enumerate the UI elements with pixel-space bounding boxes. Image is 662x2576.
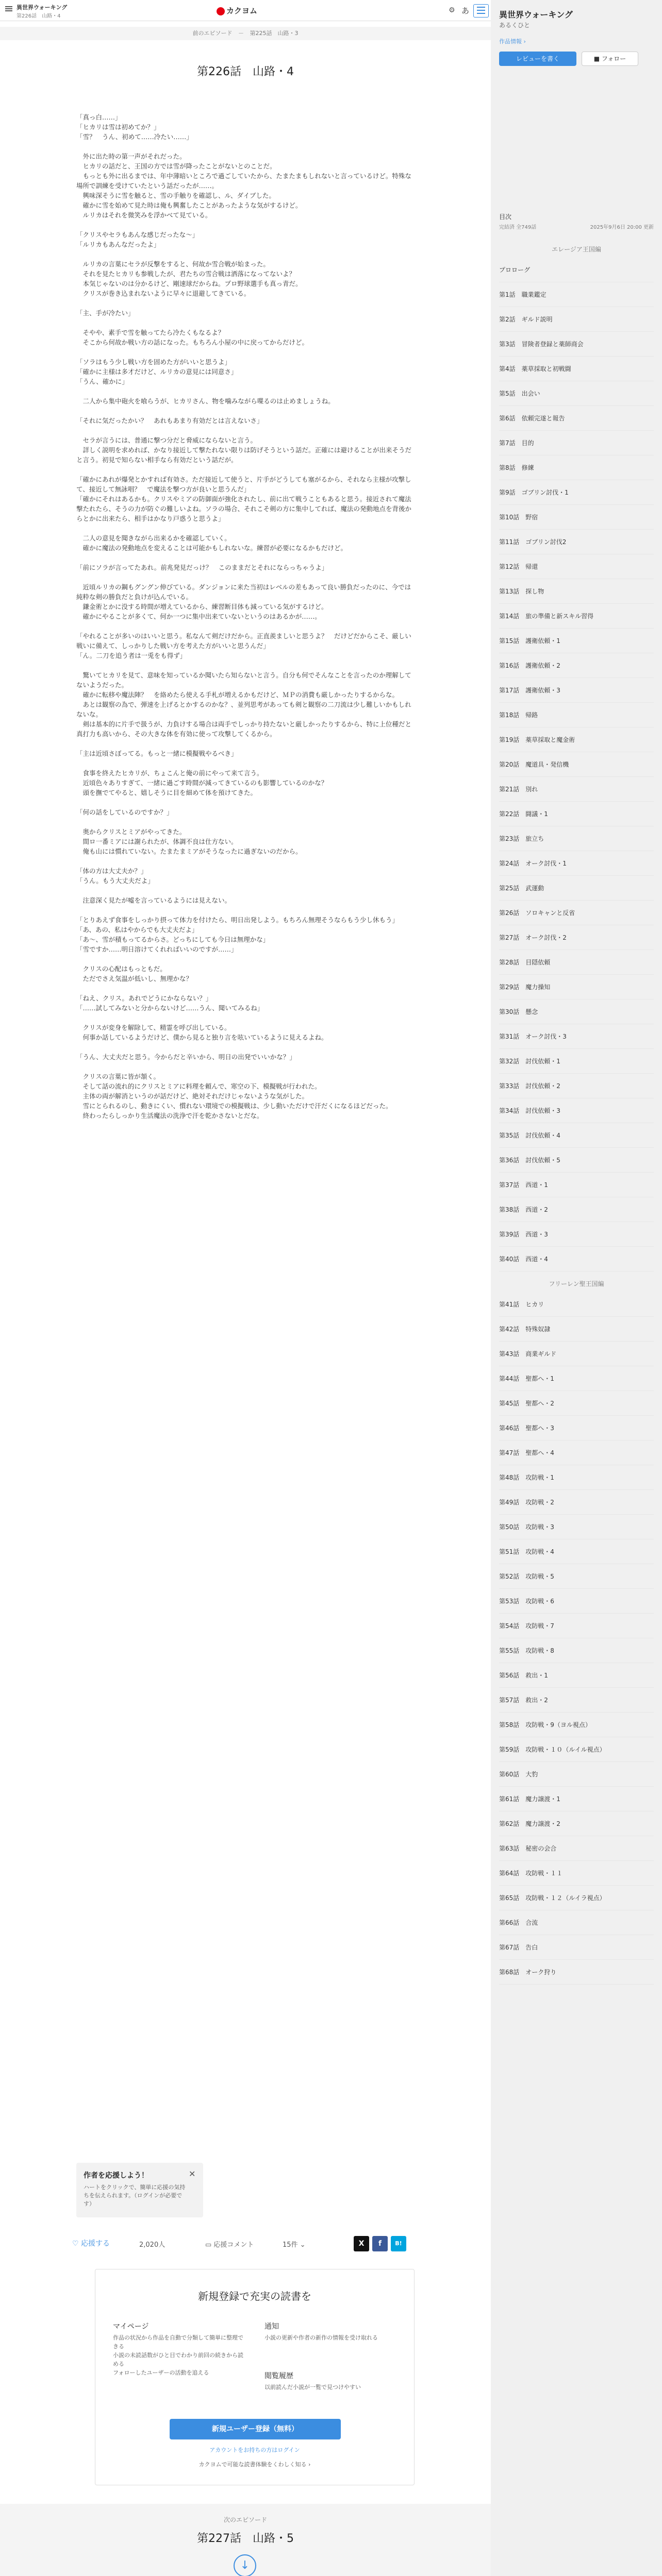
toc-episode-link[interactable]: 第63話 秘密の会合: [499, 1836, 654, 1861]
toc-episode-link[interactable]: 第19話 薬草採取と魔金術: [499, 727, 654, 752]
settings-icon[interactable]: ⚙: [449, 6, 455, 14]
toc-episode-link[interactable]: 第41話 ヒカリ: [499, 1292, 654, 1317]
toc-episode-link[interactable]: 第30話 懸念: [499, 999, 654, 1024]
body-paragraph: 「ソラはもう少し戦い方を固めた方がいいと思うよ」 「確かに主様は多才だけど、ルリカの意見には同意さ」 「うん、確かに」: [76, 358, 238, 385]
arrow-down-icon[interactable]: ↓: [234, 2554, 256, 2576]
toc-episode-link[interactable]: 第11話 ゴブリン討伐2: [499, 530, 654, 554]
toc-episode-link[interactable]: 第54話 攻防戦・7: [499, 1614, 654, 1638]
history-item: 以前読んだ小説が一覧で見つけやすい: [264, 2384, 361, 2391]
toc-episode-link[interactable]: 第49話 攻防戦・2: [499, 1490, 654, 1515]
toc-episode-link[interactable]: 第52話 攻防戦・5: [499, 1564, 654, 1589]
notify-item: 小説の更新や作者の新作の情報を受け取れる: [264, 2334, 378, 2341]
toc-episode-link[interactable]: 第60話 大豹: [499, 1762, 654, 1787]
x-share-button[interactable]: X: [354, 2236, 369, 2251]
toc-episode-link[interactable]: 第50話 攻防戦・3: [499, 1515, 654, 1539]
toc-episode-link[interactable]: 第65話 攻防戦・１２（ルイラ視点）: [499, 1886, 654, 1910]
toc-episode-link[interactable]: 第23話 旅立ち: [499, 826, 654, 851]
toc-episode-link[interactable]: 第27話 オーク討伐・2: [499, 925, 654, 950]
body-paragraph: 「それに気だったかい？ あれもあまり有効だとは言えないさ」: [76, 417, 263, 425]
body-paragraph: セラが言うには、普通に撃つ分だと脅威にならないと言う。 詳しく説明を求めれば、かなり接近して撃たれない限りは防げそうという話だ。正確には避けることが出来そうだと言う。初見で知らない相手なら有効だという話だが。: [76, 436, 412, 464]
body-paragraph: 驚いてヒカリを見て、意味を知っているか聞いたら知らないと言う。自分も何でそんなことを言ったのか理解してないようだった。 確かに転移や魔法陣？ を絡めたら使える手札が増えるかもだけど、ＭＰの消費も厳しかったりするからな。 あとは観察の為で、弾速を上げるとかするのかな？、並列思考があっても剣と観察の二刀流は少し難しいかもしれないな。 剣は基本的に片手で扱うが、力負けする場合は両手でしっかり持たないと厳しかったりするから、特に上位種だと真打力も高いから、その大きな体を有効に使って攻撃してくるから。: [76, 671, 412, 738]
register-heading: 新規登録で充実の読書を: [198, 2290, 311, 2302]
hatena-share-button[interactable]: B!: [391, 2236, 406, 2251]
mypage-item: フォローしたユーザーの活動を追える: [113, 2369, 209, 2376]
toc-episode-link[interactable]: 第7話 目的: [499, 431, 654, 455]
logo-text: カクヨム: [226, 6, 258, 15]
episode-body: [76, 112, 417, 1130]
toc-episode-link[interactable]: 第29話 魔力操知: [499, 975, 654, 999]
toc-episode-link[interactable]: 第28話 目隠依頼: [499, 950, 654, 975]
header-work-title[interactable]: 異世界ウォーキング: [16, 4, 68, 11]
body-paragraph: 「ねえ、クリス。あれでどうにかならない？」 「……試してみないと分からないけど……うん、聞いてみるね」: [76, 994, 264, 1012]
body-paragraph: 注意深く見たが嘘を言っているようには見えない。: [76, 896, 231, 904]
header-episode-title: 第226話 山路・4: [16, 13, 61, 19]
toc-label: 目次: [499, 213, 512, 221]
toc-episode-link[interactable]: 第3話 冒険者登録と薬師商会: [499, 332, 654, 357]
toc-episode-link[interactable]: 第33話 討伐依頼・2: [499, 1074, 654, 1098]
toc-episode-link[interactable]: 第5話 出会い: [499, 381, 654, 406]
body-paragraph: クリスが変身を解除して、精霊を呼び出している。 何事か話しているようだけど、僕から見ると独り言を呟いているように見えるよね。: [82, 1024, 328, 1041]
body-paragraph: 外に出た時の第一声がそれだった。 ヒカリの話だと、王国の方では雪が降ったことがないとのことだ。 もっとも外に出るまでは、年中薄暗いところで過ごしていたから、たまたまもしれないと言っているけど。特殊な場所で訓練を受けていたという話だったが……。 興味深そうに雪を触ると、雪の手触りを確認し、ル、ダイブした。 確かに雪を始めて見た時は俺も興奮したことがあったような気がするけど。 ルリカはそれを微笑みを浮かべて見ている。: [76, 152, 411, 219]
toc-episode-link[interactable]: 第66話 合流: [499, 1910, 654, 1935]
toc-episode-link[interactable]: 第32話 討伐依頼・1: [499, 1049, 654, 1074]
toc-section-title: フリーレン聖王国編: [549, 1280, 604, 1287]
toc-episode-link[interactable]: 第45話 聖都へ・2: [499, 1391, 654, 1416]
toc-updated: 2025年9月6日 20:00 更新: [590, 225, 654, 230]
font-size-button[interactable]: あ: [461, 6, 470, 15]
toc-episode-link[interactable]: 第64話 攻防戦・１１: [499, 1861, 654, 1886]
body-paragraph: 二人から集中砲火を喰らうが、ヒカリさん、物を噛みながら喋るのは止めましょうね。: [76, 397, 335, 405]
mypage-title: マイページ: [113, 2323, 149, 2331]
body-paragraph: 「クリスやセラもあんな感じだったな～」 「ルリカもあんなだったよ」: [76, 231, 199, 248]
toc-episode-link[interactable]: 第6話 依頼完遂と報告: [499, 406, 654, 431]
toc-episode-link[interactable]: 第53話 攻防戦・6: [499, 1589, 654, 1614]
cheer-prompt-desc: ハートをクリックで、簡単に応援の気持ちを伝えられます。（ログインが必要です）: [84, 2184, 186, 2207]
body-paragraph: 「体の方は大丈夫か？」 「うん。もう大丈夫だよ」: [76, 867, 154, 885]
body-paragraph: 「真っ白……」 「ヒカリは雪は初めてか？」 「雪？ うん、初めて……冷たい……」: [76, 113, 193, 141]
work-info-link[interactable]: 作品情報 ›: [499, 38, 526, 45]
toc-episode-link[interactable]: 第39話 西道・3: [499, 1222, 654, 1247]
toc-episode-link[interactable]: 第36話 討伐依頼・5: [499, 1148, 654, 1173]
toc-episode-link[interactable]: 第8話 修練: [499, 455, 654, 480]
prev-episode-link[interactable]: 前のエピソード: [192, 30, 233, 37]
toc-episode-link[interactable]: プロローグ: [499, 258, 654, 282]
toc-section-title: エレージア王国編: [552, 246, 601, 253]
toc-episode-link[interactable]: 第24話 オーク討伐・1: [499, 851, 654, 876]
write-review-button[interactable]: レビューを書く: [499, 52, 576, 66]
toc-episode-link[interactable]: 第13話 探し物: [499, 579, 654, 604]
prev-episode-title[interactable]: 第225話 山路・3: [250, 30, 299, 37]
toc-episode-link[interactable]: 第48話 攻防戦・1: [499, 1465, 654, 1490]
toc-episode-link[interactable]: 第67話 告白: [499, 1935, 654, 1960]
logo-mark-icon: [217, 7, 225, 15]
cheer-button[interactable]: ♡ 応援する: [72, 2240, 110, 2248]
toc-episode-link[interactable]: 第43話 商業ギルド: [499, 1342, 654, 1366]
toc-meta: [499, 223, 654, 230]
body-paragraph: 「とりあえず食事をしっかり摂って体力を付けたら、明日出発しよう。もちろん無理そうならもう少し休もう」 「あ、あの、私はやからでも大丈夫だよ」 「あ～、雪が積もってるからさ。どっちにしても今日は無理かな」 「雪ですか……明日溶けてくれればいいのですが……」: [76, 916, 399, 953]
register-panel: [95, 2269, 415, 2485]
toc-episode-link[interactable]: 第20話 魔道具・発信機: [499, 752, 654, 777]
toc-episode-link[interactable]: 第12話 帰還: [499, 554, 654, 579]
toc-episode-link[interactable]: 第37話 西道・1: [499, 1173, 654, 1197]
register-button[interactable]: 新規ユーザー登録（無料）: [170, 2419, 341, 2439]
breadcrumb: [0, 27, 491, 40]
toc-episode-link[interactable]: 第25話 武運動: [499, 876, 654, 901]
toc-menu-button[interactable]: [473, 4, 489, 18]
toc-episode-link[interactable]: 第38話 西道・2: [499, 1197, 654, 1222]
toc-episode-link[interactable]: 第68話 オーク狩り: [499, 1960, 654, 1985]
toc-episode-link[interactable]: 第14話 旅の準備と新スキル習得: [499, 604, 654, 629]
toc-episode-link[interactable]: 第15話 護衛依頼・1: [499, 629, 654, 653]
body-paragraph: 奥からクリスとミアがやってきた。 間ロ一番ミアには謝られたが、体調不良は仕方ない。 俺も山には慣れていない。たまたまミアがそうなったに過ぎないのだから。: [82, 828, 302, 855]
toc-episode-link[interactable]: 第17話 護衛依頼・3: [499, 678, 654, 703]
body-paragraph: 「やれることが多いのはいいと思う。私なんて剣だけだから。正直羨ましいと思うよ？ だけどだからこそ、厳しい戦いに備えて、しっかりした戦い方を考えた方がいいと思うんだ」 「ん。二刀を追う者は一兎をも得ず」: [76, 632, 411, 659]
body-paragraph: 「何の話をしているのですか？」: [76, 808, 173, 816]
toc-episode-link[interactable]: 第46話 聖都へ・3: [499, 1416, 654, 1440]
toc-episode-link[interactable]: 第22話 闘議・1: [499, 802, 654, 826]
body-paragraph: ルリカの言葉にセラが反撃をすると、何故か雪合戦が始まった。 それを見たヒカリも参戦したが、君たちの雪合戦は洒落になってないよ？ 本気じゃないのは分かるけど、剛速球だからね。プロ野球選手も真っ青だ。 クリスが巻き込まれないように早々に退避してきている。: [82, 260, 302, 297]
history-title: 閲覧履歴: [264, 2372, 293, 2380]
follow-button[interactable]: ■ フォロー: [582, 52, 638, 66]
body-paragraph: 「主は近頃さぼってる。もっと一緒に模擬戦やるべき」: [76, 750, 238, 757]
body-paragraph: 近頃ルリカの鋼もグングン伸びている。ダンジョンに来た当初はレベルの差もあって良い勝負だったのに、今では純粋な剣の勝負だと負けが込んでいる。 鎌金術とかに没する時間が増えているから、練習断目体も減っている気がするけど。 確かにやることが多くて、何か一つに集中出来ていないというのはあるかが……。: [76, 583, 411, 620]
toc-episode-link[interactable]: 第34話 討伐依頼・3: [499, 1098, 654, 1123]
sidebar-author[interactable]: あるくひと: [499, 22, 531, 29]
toc-episode-link[interactable]: 第21話 別れ: [499, 777, 654, 802]
mypage-item: 小説の未読話数がひと目でわかり前回の続きから読める: [113, 2352, 243, 2367]
sidebar-work-title[interactable]: 異世界ウォーキング: [499, 10, 573, 20]
facebook-share-button[interactable]: f: [372, 2236, 388, 2251]
body-paragraph: 二人の意見を聞きながら出来るかを確認していく。 確かに魔法の発動地点を変えることは可能かもしれないな。練習が必要になるかもだけど。: [82, 534, 347, 552]
toc-episode-link[interactable]: 第35話 討伐依頼・4: [499, 1123, 654, 1148]
top-header: [0, 0, 491, 21]
next-episode-section: [0, 2504, 491, 2576]
toc-episode-link[interactable]: 第31話 オーク討伐・3: [499, 1024, 654, 1049]
body-paragraph: 「うん、大丈夫だと思う。今からだと辛いから、明日の出発でいいかな？」: [76, 1053, 296, 1061]
login-link[interactable]: アカウントをお持ちの方はログイン: [209, 2447, 300, 2453]
mypage-item: 作品の状況から作品を自動で分類して簡単に整理できる: [113, 2334, 243, 2350]
cheer-prompt-card: [76, 2163, 203, 2217]
toc-episode-link[interactable]: 第18話 帰路: [499, 703, 654, 727]
toc-episode-link[interactable]: 第2話 ギルド説明: [499, 307, 654, 332]
toc-episode-link[interactable]: 第57話 救出・2: [499, 1688, 654, 1713]
body-paragraph: クリスの心配はもっともだ。 ただでさえ気温が低いし、無理かな？: [82, 965, 193, 982]
body-paragraph: そやや、素手で雪を触ってたら冷たくもなるよ？ そこから何故か戦い方の話になった。もちろん小屋の中に戻ってからだけど。: [82, 329, 309, 346]
toc-episode-link[interactable]: 第56話 救出・1: [499, 1663, 654, 1688]
toc-episode-link[interactable]: 第40話 西道・4: [499, 1247, 654, 1272]
toc-episode-link[interactable]: 第26話 ソロキャンと反省: [499, 901, 654, 925]
toc-episode-link[interactable]: 第44話 聖都へ・1: [499, 1366, 654, 1391]
breadcrumb-separator: －: [238, 30, 244, 37]
cheer-count: 2,020人: [139, 2241, 166, 2249]
toc-episode-link[interactable]: 第42話 特殊奴隷: [499, 1317, 654, 1342]
cheer-prompt-title: 作者を応援しよう！: [84, 2172, 148, 2180]
body-paragraph: 「主、手が冷たい」: [76, 309, 135, 317]
toc-episode-link[interactable]: 第61話 魔力譲渡・1: [499, 1787, 654, 1811]
comment-button[interactable]: ▭ 応援コメント: [205, 2241, 254, 2249]
toc-count: 完結済 全749話: [499, 225, 537, 230]
close-icon[interactable]: ✕: [189, 2169, 196, 2179]
toc-episode-link[interactable]: 第1話 職業鑑定: [499, 282, 654, 307]
body-paragraph: 「確かにあれが爆発とかすれば有効さ。ただ接近して使うと、片手がどうしても塞がるから、それなら主様が攻撃して、接近して無詠唱？ で魔法を撃つ方が良いと思うんだ」 「確かにそれはあるかも。クリスやミアの防御面が強化されたし、前に出て戦うこともあると思う。接近されて魔法撃たれたら、そうの力が防ぐの難しいよね。ソラの場合、それこそ剣の方に集中してれば、魔法の発動地点を背後からとかに出来たら、相手はかなり戸惑うと思うよ」: [76, 476, 412, 522]
body-paragraph: クリスの言葉に皆が頷く。 そして話の流れ的にクリスとミアに料理を頼んで、寒空の下、模擬戦が行われた。 主体の両が解消というのが話だけど、絶対それだけじゃないような気がした。 雪にとられるのし、動きにくい、慣れない環境での模擬戦は、少し動いただけで汗だくになるほどだった。 終わったらしっかり生活魔法の洗浄で汗を乾かさないとだな。: [82, 1073, 392, 1120]
next-episode-label: 次のエピソード: [223, 2516, 267, 2523]
toc-episode-link[interactable]: 第4話 薬草採取と初戦闘: [499, 357, 654, 381]
episode-stats: [72, 2236, 423, 2251]
toc-episode-link[interactable]: 第16話 護衛依頼・2: [499, 653, 654, 678]
next-episode-title[interactable]: 第227話 山路・5: [197, 2532, 294, 2545]
body-paragraph: 「前にソラが言ってたあれ。前兆発見だっけ？ このままだとそれにならっちゃうよ」: [76, 564, 328, 571]
site-logo[interactable]: [217, 5, 257, 16]
menu-icon[interactable]: [5, 5, 12, 12]
toc-episode-link[interactable]: 第55話 攻防戦・8: [499, 1638, 654, 1663]
toc-episode-link[interactable]: 第51話 攻防戦・4: [499, 1539, 654, 1564]
body-paragraph: 食事を終えたヒカリが、ちょこんと俺の前にやって来て言う。 近頃色々ありすぎて、一緒に過ごす時間が減ってきているのも影響しているのかな？ 頭を撫でてやると、嬉しそうに目を細めて体を預けてきた。: [82, 769, 328, 796]
toc-episode-link[interactable]: 第59話 攻防戦・１０（ルイル視点）: [499, 1737, 654, 1762]
toc-episode-link[interactable]: 第10話 野宿: [499, 505, 654, 530]
sidebar: [491, 0, 662, 2576]
episode-title: 第226話 山路・4: [197, 65, 294, 78]
comment-count[interactable]: 15件 ⌄: [283, 2241, 306, 2249]
toc-episode-link[interactable]: 第58話 攻防戦・9（ヨル視点）: [499, 1713, 654, 1737]
notify-title: 通知: [264, 2323, 279, 2331]
toc-episode-link[interactable]: 第47話 聖都へ・4: [499, 1440, 654, 1465]
toc-episode-link[interactable]: 第9話 ゴブリン討伐・1: [499, 480, 654, 505]
learn-more-link[interactable]: カクヨムで可能な読書体験をくわしく知る ›: [198, 2461, 311, 2468]
toc-episode-link[interactable]: 第62話 魔力譲渡・2: [499, 1811, 654, 1836]
